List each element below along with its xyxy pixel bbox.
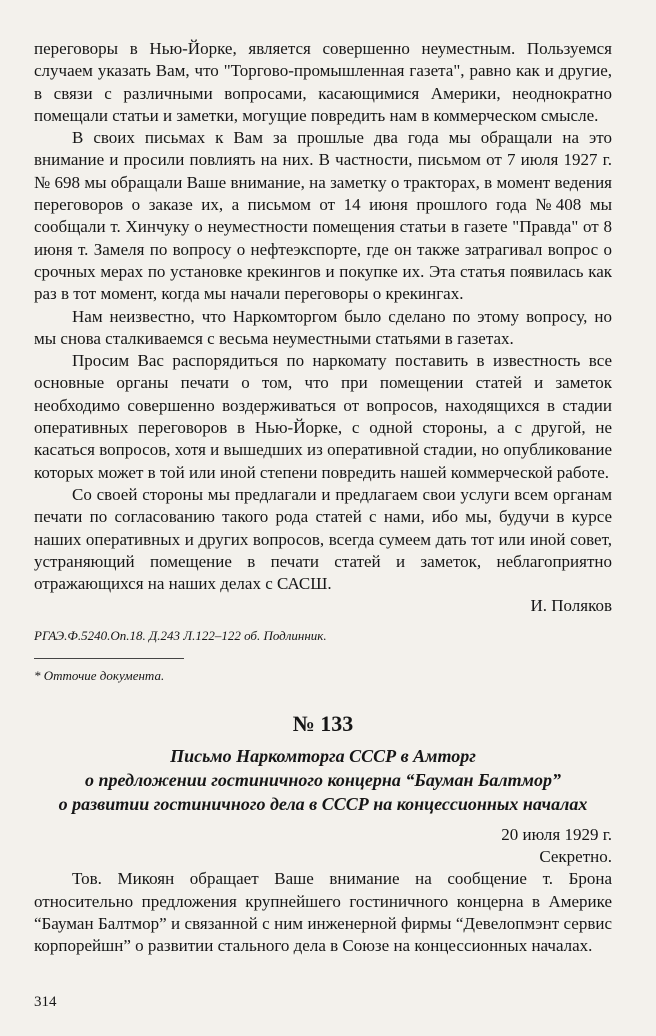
document-title-line-3: о развитии гостиничного дела в СССР на концессионных началах [58,794,588,815]
footnote: * Отточие документа. [34,668,165,684]
classification: Секретно. [539,847,612,867]
page-number: 314 [34,994,57,1010]
paragraph-4: Просим Вас распорядиться по наркомату поставить в известность все основные органы печати о том, что при помещении статей и заметок необходимо совершенно воздерживаться от вопросов, находящихся в стадии оперативных переговоров в Нью-Йорке, с одной стороны, а с другой, не касаться вопросов, хотя и вышедших из оперативной стадии, но опубликование которых может в той или иной степени повредить нашей коммерческой работе. [34,351,612,482]
document-date: 20 июля 1929 г. [501,825,612,845]
paragraph-2: В своих письмах к Вам за прошлые два года мы обращали на это внимание и просили повлиять на них. В частности, письмом от 7 июля 1927 г. № 698 мы обращали Ваше внимание, на заметку о тракторах, в момент ведения переговоров о заказе их, а письмом от 14 июня прошлого года №408 мы сообщали т. Хинчуку о неуместности помещения статьи в газете "Правда" от 8 июня т. Замеля по вопросу о нефтеэкспорте, где он также затрагивал вопрос о срочных мерах по установке крекингов и покупке их. Эта статья появилась как раз в тот момент, когда мы начали переговоры о крекингах. [34,128,612,304]
footnote-divider [34,658,184,659]
paragraph-1: переговоры в Нью-Йорке, является совершенно неуместным. Пользуемся случаем указать Вам, что "Торгово-промышленная газета", равно как и другие, в связи с различными вопросами, касающимися Америки, неоднократно помещали статьи и заметки, могущие повредить нам в коммерческом смысле. [34,39,612,125]
signature: И. Поляков [530,596,612,616]
document-title-line-1: Письмо Наркомторга СССР в Амторг [170,746,476,767]
final-paragraph: Тов. Микоян обращает Ваше внимание на сообщение т. Брона относительно предложения крупнейшего гостиничного концерна в Америке “Бауман Балтмор” и связанной с ним инженерной фирмы “Девелопмэнт сервис корпорейшн” о развитии стального дела в Союзе на концессионных началах. [34,869,612,956]
paragraph-5: Со своей стороны мы предлагали и предлагаем свои услуги всем органам печати по согласованию такого рода статей с нами, ибо мы, будучи в курсе наших оперативных и других вопросов, всегда сумеем дать тот или иной совет, устраняющий помещение в печати статей и заметок, неблагоприятно отражающихся на наших делах с САСШ. [34,484,612,594]
page-content [34,38,612,958]
archive-reference: РГАЭ.Ф.5240.Оп.18. Д.243 Л.122–122 об. Подлинник. [34,628,327,644]
document-number: № 133 [292,711,354,737]
document-title-line-2: о предложении гостиничного концерна “Бауман Балтмор” [85,770,561,791]
paragraph-3: Нам неизвестно, что Наркомторгом было сделано по этому вопросу, но мы снова сталкиваемся с весьма неуместными статьями в газетах. [34,306,612,348]
